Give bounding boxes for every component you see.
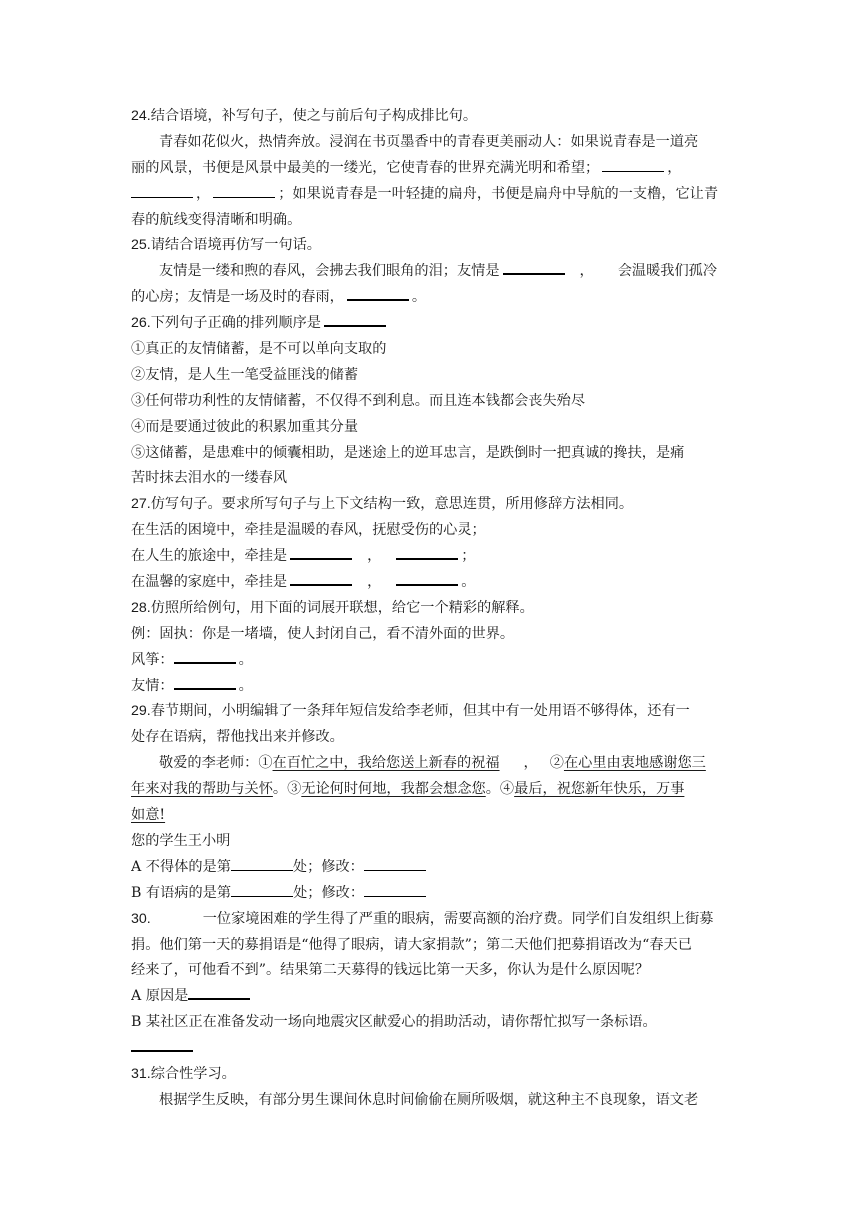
q28-example: 例：固执：你是一堵墙，使人封闭自己，看不清外面的世界。 xyxy=(131,625,515,642)
q24-line-3: ， ；如果说青春是一叶轻捷的扁舟，书便是扁舟中导航的一支橹，它让青 xyxy=(131,182,731,208)
q30-answer-b-blank-line xyxy=(131,1036,731,1062)
answer-blank[interactable] xyxy=(503,259,565,275)
q26-item-5-cont: 苦时抹去泪水的一缕春风 xyxy=(131,470,288,487)
q27-line-3: 在温馨的家庭中，牵挂是 ， 。 xyxy=(131,570,731,596)
answer-blank[interactable] xyxy=(131,183,193,198)
answer-blank[interactable] xyxy=(231,856,293,871)
answer-blank[interactable] xyxy=(347,285,409,301)
q29-message-line-2: 年来对我的帮助与关怀。③无论何时何地，我都会想念您。④最后，祝您新年快乐，万事 xyxy=(131,781,685,798)
answer-blank[interactable] xyxy=(364,856,426,871)
q29-signature: 您的学生王小明 xyxy=(131,832,231,849)
answer-blank[interactable] xyxy=(396,570,458,586)
q30-line-3: 经来了，可他看不到”。结果第二天募得的钱远比第一天多，你认为是什么原因呢？ xyxy=(131,962,650,979)
answer-blank[interactable] xyxy=(174,648,236,664)
q28-word-1: 风筝： 。 xyxy=(131,648,731,674)
q29-message-line-1: 敬爱的李老师：①在百忙之中，我给您送上新春的祝福 ， ②在心里由衷地感谢您三 xyxy=(159,755,706,772)
q29-title-1: 29.春节期间，小明编辑了一条拜年短信发给李老师，但其中有一处用语不够得体，还有一 xyxy=(131,703,690,720)
q26-item-4: ④而是要通过彼此的积累加重其分量 xyxy=(131,418,359,435)
q26-item-3: ③任何带功利性的友情储蓄，不仅得不到利息。而且连本钱都会丧失殆尽 xyxy=(131,392,586,409)
answer-blank[interactable] xyxy=(231,882,293,897)
q24-title: 24.结合语境，补写句子，使之与前后句子构成排比句。 xyxy=(131,108,478,124)
q26-item-2: ②友情，是人生一笔受益匪浅的储蓄 xyxy=(131,366,359,383)
q29-answer-b: B 有语病的是第 处；修改： xyxy=(131,881,731,907)
q30-line-2: 捐。他们第一天的募捐语是“他得了眼病，请大家捐款”；第二天他们把募捐语改为“春天已 xyxy=(131,936,692,953)
answer-blank[interactable] xyxy=(290,544,352,560)
q27-line-1: 在生活的困境中，牵挂是温暖的春风，抚慰受伤的心灵； xyxy=(131,522,486,539)
answer-blank[interactable] xyxy=(602,157,664,172)
answer-blank[interactable] xyxy=(324,311,386,327)
q30-line-1: 30. 一位家境困难的学生得了严重的眼病，需要高额的治疗费。同学们自发组织上街募 xyxy=(131,910,714,927)
q30-answer-b: B 某社区正在准备发动一场向地震灾区献爱心的捐助活动，请你帮忙拟写一条标语。 xyxy=(131,1014,657,1031)
q28-title: 28.仿照所给例句，用下面的词展开联想，给它一个精彩的解释。 xyxy=(131,599,534,616)
answer-blank[interactable] xyxy=(131,1036,193,1052)
q29-message-line-3: 如意! xyxy=(131,807,166,824)
q26-item-1: ①真正的友情储蓄，是不可以单向支取的 xyxy=(131,341,387,358)
answer-blank[interactable] xyxy=(188,984,250,1000)
q31-title: 31.综合性学习。 xyxy=(131,1065,236,1082)
q26-item-5: ⑤这储蓄，是患难中的倾囊相助，是迷途上的逆耳忠言，是跌倒时一把真诚的搀扶，是痛 xyxy=(131,444,685,461)
answer-blank[interactable] xyxy=(213,183,275,198)
q31-line-1: 根据学生反映，有部分男生课间休息时间偷偷在厕所吸烟，就这种主不良现象，语文老 xyxy=(159,1091,699,1108)
answer-blank[interactable] xyxy=(396,544,458,560)
q28-word-2: 友情： 。 xyxy=(131,674,731,700)
q24-line-4: 春的航线变得清晰和明确。 xyxy=(131,211,302,228)
answer-blank[interactable] xyxy=(364,882,426,897)
q25-line-1: 友情是一缕和煦的春风，会拂去我们眼角的泪；友情是 ， 会温暖我们孤冷 xyxy=(131,259,731,285)
worksheet-page xyxy=(131,104,731,1114)
q30-answer-a: A 原因是 xyxy=(131,984,731,1010)
q29-answer-a: A 不得体的是第 处；修改： xyxy=(131,855,731,881)
q25-line-2: 的心房；友情是一场及时的春雨， 。 xyxy=(131,285,731,311)
q29-title-2: 处存在语病，帮他找出来并修改。 xyxy=(131,729,344,746)
answer-blank[interactable] xyxy=(290,570,352,586)
answer-blank[interactable] xyxy=(174,674,236,690)
q25-title: 25.请结合语境再仿写一句话。 xyxy=(131,237,321,254)
q27-title: 27.仿写句子。要求所写句子与上下文结构一致，意思连贯，所用修辞方法相同。 xyxy=(131,496,634,513)
q24-line-1: 青春如花似火，热情奔放。浸润在书页墨香中的青春更美丽动人：如果说青春是一道亮 xyxy=(159,133,699,150)
q27-line-2: 在人生的旅途中，牵挂是 ， ； xyxy=(131,544,731,570)
q24-line-2: 丽的风景，书便是风景中最美的一缕光，它使青春的世界充满光明和希望； ， xyxy=(131,156,731,182)
q26-title: 26.下列句子正确的排列顺序是 xyxy=(131,311,731,337)
